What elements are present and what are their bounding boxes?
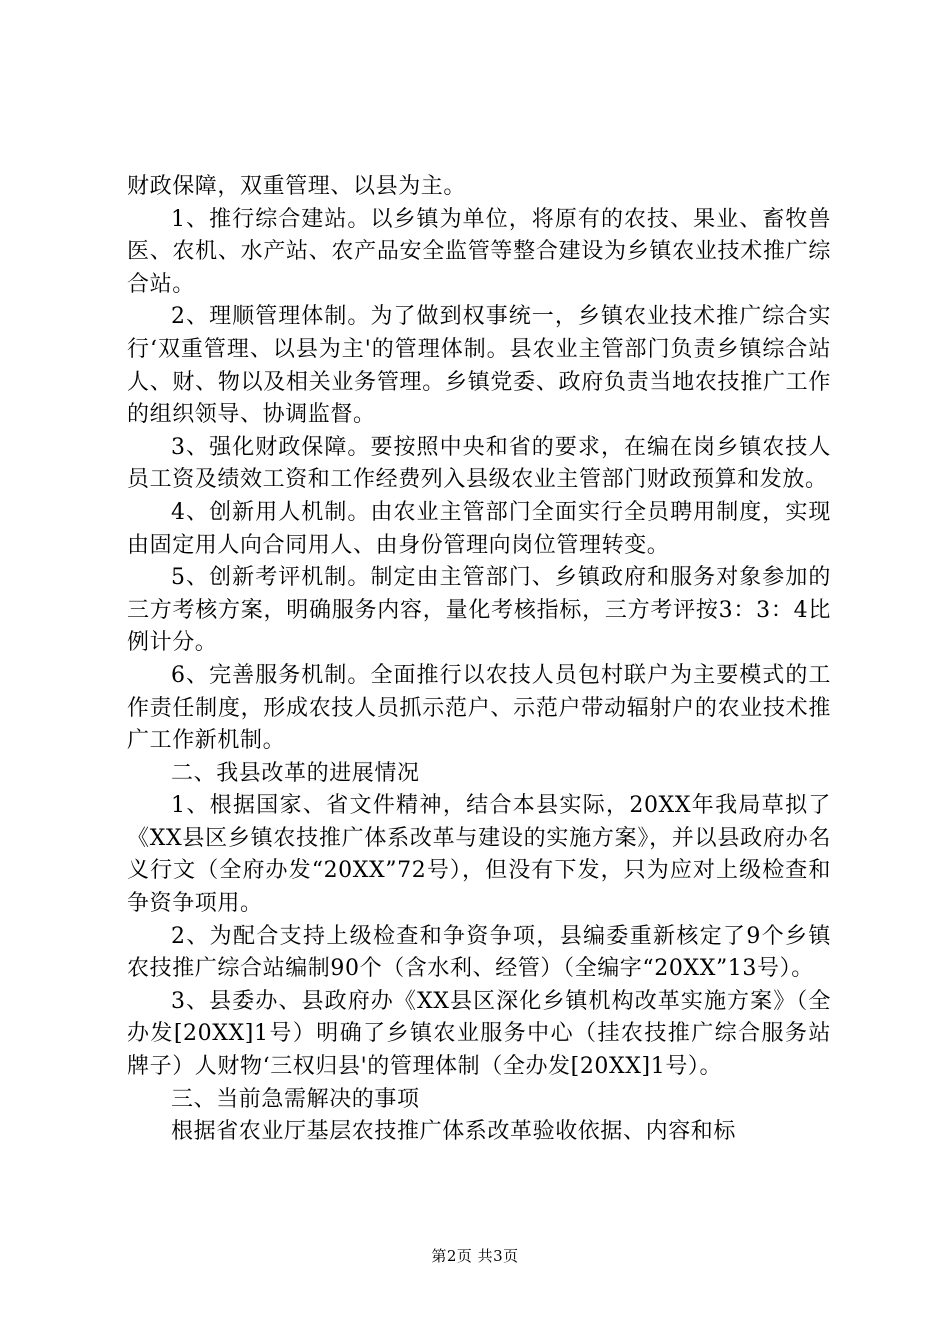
paragraph-7: 6、完善服务机制。全面推行以农技人员包村联户为主要模式的工作责任制度，形成农技人员抓示范户、示范户带动辐射户的农业技术推广工作新机制。 (127, 662, 831, 754)
paragraph-5: 4、创新用人机制。由农业主管部门全面实行全员聘用制度，实现由固定用人向合同用人、由身份管理向岗位管理转变。 (127, 499, 831, 558)
paragraph-6: 5、创新考评机制。制定由主管部门、乡镇政府和服务对象参加的三方考核方案，明确服务内容，量化考核指标，三方考评按3：3：4比例计分。 (127, 565, 831, 656)
paragraph-2: 1、推行综合建站。以乡镇为单位，将原有的农技、果业、畜牧兽医、农机、水产站、农产品安全监管等整合建设为乡镇农业技术推广综合站。 (127, 206, 831, 297)
paragraph-13: 根据省农业厅基层农技推广体系改革验收依据、内容和标 (171, 1119, 737, 1145)
paragraph-9: 1、根据国家、省文件精神，结合本县实际，20XX年我局草拟了《XX县区乡镇农技推广体系改革与建设的实施方案》，并以县政府办名义行文（全府办发“20XX”72号），但没有下发，只为应对上级检查和争资争项用。 (127, 793, 831, 917)
paragraph-10: 2、为配合支持上级检查和争资争项，县编委重新核定了9个乡镇农技推广综合站编制90个（含水利、经管）（全编字“20XX”13号）。 (127, 923, 831, 982)
section-heading-3: 三、当前急需解决的事项 (171, 1086, 420, 1112)
paragraph-1: 财政保障，双重管理、以县为主。 (127, 174, 467, 199)
paragraph-3: 2、理顺管理体制。为了做到权事统一，乡镇农业技术推广综合实行‘双重管理、以县为主'的管理体制。县农业主管部门负责乡镇综合站人、财、物以及相关业务管理。乡镇党委、政府负责当地农技推广工作的组织领导、协调监督。 (127, 304, 831, 428)
page-number-footer: 第2页 共3页 (431, 1247, 519, 1265)
document-body (127, 171, 831, 1149)
paragraph-4: 3、强化财政保障。要按照中央和省的要求，在编在岗乡镇农技人员工资及绩效工资和工作经费列入县级农业主管部门财政预算和发放。 (127, 434, 831, 493)
paragraph-11: 3、县委办、县政府办《XX县区深化乡镇机构改革实施方案》（全办发[20XX]1号）明确了乡镇农业服务中心（挂农技推广综合服务站牌子）人财物‘三权归县'的管理体制（全办发[20XX]1号）。 (127, 988, 831, 1080)
section-heading-2: 二、我县改革的进展情况 (171, 760, 420, 786)
